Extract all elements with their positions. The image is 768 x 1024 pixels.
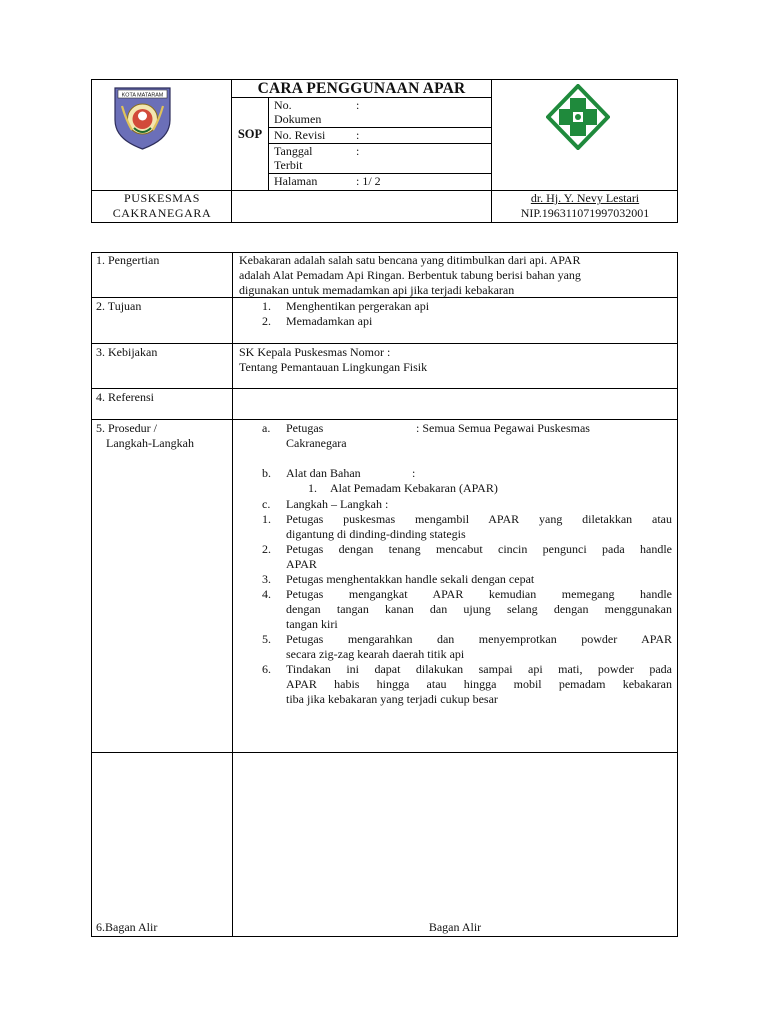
label-pengertian: 1. Pengertian — [96, 253, 160, 267]
meta-no-dokumen: No. Dokumen : — [274, 98, 360, 126]
text-kebijakan: SK Kepala Puskesmas Nomor : Tentang Pemantauan Lingkungan Fisik — [239, 345, 428, 374]
signer-name: dr. Hj. Y. Nevy Lestari — [530, 191, 640, 205]
list-item: 5. Petugas mengarahkan dan menyemprotkan powder APAR secara zig-zag kearah daerah titik api — [262, 632, 672, 661]
list-item: 2. Memadamkan api — [262, 314, 373, 328]
svg-text:KOTA MATARAM: KOTA MATARAM — [121, 92, 164, 99]
label-kebijakan: 3. Kebijakan — [96, 345, 158, 359]
meta-tanggal-terbit: Tanggal Terbit : — [274, 144, 360, 172]
signer-nip: NIP.196311071997032001 — [520, 206, 650, 220]
text-pengertian: Kebakaran adalah salah satu bencana yang ditimbulkan dari api. APAR adalah Alat Pemadam Api Ringan. Berbentuk tabung berisi bahan yang digunakan untuk memadamkan api jika terjadi kebakaran — [239, 253, 581, 297]
meta-no-revisi: No. Revisi : — [274, 128, 360, 142]
bagan-alir-placeholder: Bagan Alir — [428, 920, 482, 934]
kota-mataram-logo — [112, 86, 173, 150]
prosedur-alat-bahan: b. Alat dan Bahan : 1. Alat Pemadam Kebakaran (APAR) — [262, 466, 498, 495]
label-bagan-alir: 6.Bagan Alir — [96, 920, 158, 934]
list-item: 2. Petugas dengan tenang mencabut cincin pengunci pada handle APAR — [262, 542, 672, 571]
list-item: 6. Tindakan ini dapat dilakukan sampai api mati, powder pada APAR habis hingga atau hingga mobil pemadam kebakaran tiba jika kebakaran yang terjadi cukup besar — [262, 662, 672, 706]
list-item: 4. Petugas mengangkat APAR kemudian memegang handle dengan tangan kanan dan ujung selang dengan menggunakan tangan kiri — [262, 587, 672, 631]
list-item: 3. Petugas menghentakkan handle sekali dengan cepat — [262, 572, 535, 586]
list-item: 1. Menghentikan pergerakan api — [262, 299, 430, 313]
label-prosedur: 5. Prosedur / Langkah-Langkah — [96, 421, 194, 450]
puskesmas-logo — [546, 84, 610, 150]
prosedur-petugas: a. Petugas : Semua Semua Pegawai Puskesmas Cakranegara — [262, 421, 590, 450]
prosedur-langkah-heading: c. Langkah – Langkah : — [262, 497, 389, 511]
puskesmas-name: PUSKESMAS CAKRANEGARA — [112, 191, 212, 220]
list-tujuan — [262, 299, 662, 331]
signature-block — [492, 191, 678, 221]
list-item: 1. Petugas puskesmas mengambil APAR yang diletakkan atau digantung di dinding-dinding stategis — [262, 512, 672, 541]
document-title: CARA PENGGUNAAN APAR — [257, 80, 466, 97]
label-referensi: 4. Referensi — [96, 390, 154, 404]
label-tujuan: 2. Tujuan — [96, 299, 142, 313]
sop-label: SOP — [237, 127, 263, 141]
meta-halaman: Halaman : 1/ 2 — [274, 174, 381, 188]
